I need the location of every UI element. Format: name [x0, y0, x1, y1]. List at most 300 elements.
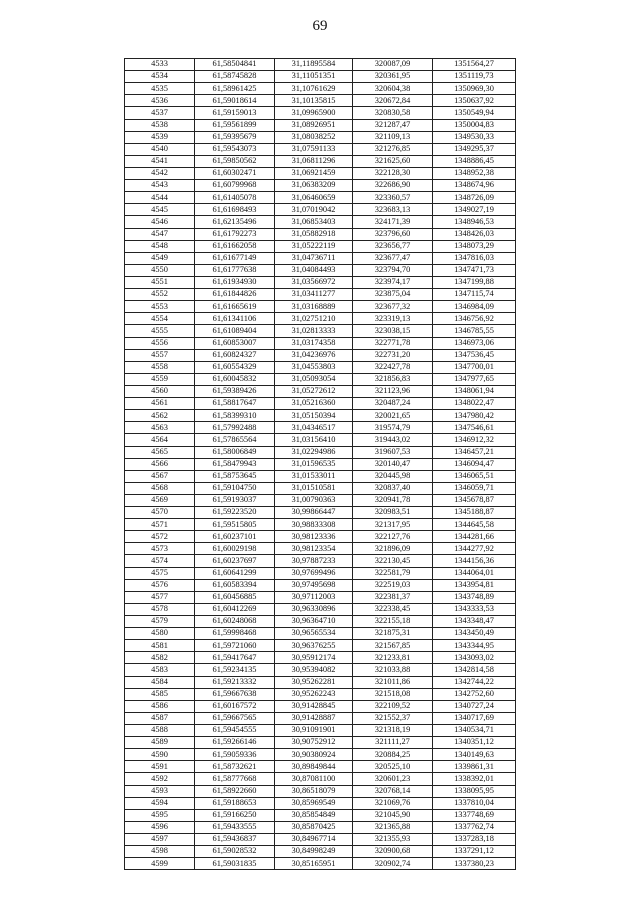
latitude-cell: 61,59266146	[195, 737, 275, 749]
table-row	[125, 470, 516, 482]
point-number-cell: 4594	[125, 797, 195, 809]
table-row	[125, 821, 516, 833]
latitude-cell: 61,59515805	[195, 519, 275, 531]
longitude-cell: 30,97887233	[275, 555, 353, 567]
point-number-cell: 4585	[125, 688, 195, 700]
x-coordinate-cell: 320087,09	[353, 59, 433, 71]
y-coordinate-cell: 1339861,31	[433, 761, 516, 773]
table-row	[125, 264, 516, 276]
x-coordinate-cell: 321045,90	[353, 809, 433, 821]
x-coordinate-cell: 320768,14	[353, 785, 433, 797]
y-coordinate-cell: 1344156,36	[433, 555, 516, 567]
longitude-cell: 31,04346517	[275, 422, 353, 434]
x-coordinate-cell: 320884,25	[353, 749, 433, 761]
x-coordinate-cell: 321355,93	[353, 834, 433, 846]
x-coordinate-cell: 320902,74	[353, 858, 433, 870]
y-coordinate-cell: 1343748,89	[433, 591, 516, 603]
longitude-cell: 30,95262243	[275, 688, 353, 700]
point-number-cell: 4581	[125, 640, 195, 652]
table-row	[125, 507, 516, 519]
latitude-cell: 61,60248068	[195, 616, 275, 628]
x-coordinate-cell: 321856,83	[353, 373, 433, 385]
y-coordinate-cell: 1346973,06	[433, 337, 516, 349]
table-row	[125, 228, 516, 240]
table-row	[125, 143, 516, 155]
x-coordinate-cell: 320140,47	[353, 458, 433, 470]
y-coordinate-cell: 1348061,94	[433, 385, 516, 397]
x-coordinate-cell: 322338,45	[353, 603, 433, 615]
latitude-cell: 61,57992488	[195, 422, 275, 434]
longitude-cell: 30,91091901	[275, 725, 353, 737]
x-coordinate-cell: 323683,13	[353, 204, 433, 216]
x-coordinate-cell: 321111,27	[353, 737, 433, 749]
y-coordinate-cell: 1348952,38	[433, 167, 516, 179]
x-coordinate-cell: 321875,31	[353, 628, 433, 640]
table-row	[125, 361, 516, 373]
point-number-cell: 4539	[125, 131, 195, 143]
point-number-cell: 4599	[125, 858, 195, 870]
longitude-cell: 30,85165951	[275, 858, 353, 870]
longitude-cell: 31,05272612	[275, 385, 353, 397]
point-number-cell: 4580	[125, 628, 195, 640]
y-coordinate-cell: 1350969,30	[433, 83, 516, 95]
x-coordinate-cell: 321317,95	[353, 519, 433, 531]
latitude-cell: 61,61934930	[195, 276, 275, 288]
y-coordinate-cell: 1342814,58	[433, 664, 516, 676]
point-number-cell: 4575	[125, 567, 195, 579]
table-row	[125, 119, 516, 131]
y-coordinate-cell: 1347700,01	[433, 361, 516, 373]
table-row	[125, 579, 516, 591]
y-coordinate-cell: 1343333,53	[433, 603, 516, 615]
longitude-cell: 30,98833308	[275, 519, 353, 531]
x-coordinate-cell: 321069,76	[353, 797, 433, 809]
longitude-cell: 30,95394082	[275, 664, 353, 676]
x-coordinate-cell: 323875,04	[353, 289, 433, 301]
latitude-cell: 61,59395679	[195, 131, 275, 143]
page-number: 69	[312, 18, 328, 34]
latitude-cell: 61,61792273	[195, 228, 275, 240]
longitude-cell: 31,05093054	[275, 373, 353, 385]
point-number-cell: 4547	[125, 228, 195, 240]
table-row	[125, 155, 516, 167]
longitude-cell: 31,03168889	[275, 301, 353, 313]
longitude-cell: 31,08926951	[275, 119, 353, 131]
x-coordinate-cell: 320021,65	[353, 410, 433, 422]
table-row	[125, 276, 516, 288]
table-row	[125, 676, 516, 688]
point-number-cell: 4561	[125, 398, 195, 410]
longitude-cell: 31,04553803	[275, 361, 353, 373]
table-row	[125, 700, 516, 712]
x-coordinate-cell: 323360,57	[353, 192, 433, 204]
latitude-cell: 61,60237697	[195, 555, 275, 567]
point-number-cell: 4582	[125, 652, 195, 664]
y-coordinate-cell: 1345188,87	[433, 507, 516, 519]
x-coordinate-cell: 321033,88	[353, 664, 433, 676]
y-coordinate-cell: 1340534,71	[433, 725, 516, 737]
latitude-cell: 61,59436837	[195, 834, 275, 846]
table-row	[125, 543, 516, 555]
latitude-cell: 61,59561899	[195, 119, 275, 131]
longitude-cell: 31,00790363	[275, 494, 353, 506]
y-coordinate-cell: 1340351,12	[433, 737, 516, 749]
x-coordinate-cell: 322128,30	[353, 167, 433, 179]
latitude-cell: 61,59850562	[195, 155, 275, 167]
table-row	[125, 567, 516, 579]
y-coordinate-cell: 1340727,24	[433, 700, 516, 712]
table-row	[125, 252, 516, 264]
longitude-cell: 31,01596535	[275, 458, 353, 470]
table-row	[125, 616, 516, 628]
longitude-cell: 31,06383209	[275, 180, 353, 192]
point-number-cell: 4586	[125, 700, 195, 712]
y-coordinate-cell: 1343450,49	[433, 628, 516, 640]
longitude-cell: 31,04084493	[275, 264, 353, 276]
table-row	[125, 603, 516, 615]
point-number-cell: 4537	[125, 107, 195, 119]
table-row	[125, 325, 516, 337]
latitude-cell: 61,60799968	[195, 180, 275, 192]
latitude-cell: 61,60583394	[195, 579, 275, 591]
point-number-cell: 4574	[125, 555, 195, 567]
latitude-cell: 61,59433555	[195, 821, 275, 833]
latitude-cell: 61,58399310	[195, 410, 275, 422]
longitude-cell: 31,04736711	[275, 252, 353, 264]
x-coordinate-cell: 323796,60	[353, 228, 433, 240]
table-row	[125, 834, 516, 846]
table-row	[125, 192, 516, 204]
table-row	[125, 688, 516, 700]
point-number-cell: 4593	[125, 785, 195, 797]
longitude-cell: 30,90752912	[275, 737, 353, 749]
longitude-cell: 31,05882918	[275, 228, 353, 240]
longitude-cell: 30,84998249	[275, 846, 353, 858]
table-row	[125, 180, 516, 192]
y-coordinate-cell: 1349530,33	[433, 131, 516, 143]
latitude-cell: 61,59389426	[195, 385, 275, 397]
y-coordinate-cell: 1346457,21	[433, 446, 516, 458]
point-number-cell: 4542	[125, 167, 195, 179]
point-number-cell: 4589	[125, 737, 195, 749]
latitude-cell: 61,60302471	[195, 167, 275, 179]
point-number-cell: 4534	[125, 71, 195, 83]
table-row	[125, 458, 516, 470]
x-coordinate-cell: 322581,79	[353, 567, 433, 579]
x-coordinate-cell: 320900,68	[353, 846, 433, 858]
longitude-cell: 30,85969549	[275, 797, 353, 809]
y-coordinate-cell: 1337810,04	[433, 797, 516, 809]
y-coordinate-cell: 1350004,83	[433, 119, 516, 131]
x-coordinate-cell: 321123,96	[353, 385, 433, 397]
x-coordinate-cell: 320983,51	[353, 507, 433, 519]
latitude-cell: 61,59721060	[195, 640, 275, 652]
latitude-cell: 61,58777668	[195, 773, 275, 785]
longitude-cell: 31,01510581	[275, 482, 353, 494]
x-coordinate-cell: 323319,13	[353, 313, 433, 325]
point-number-cell: 4563	[125, 422, 195, 434]
longitude-cell: 31,07019042	[275, 204, 353, 216]
table-row	[125, 785, 516, 797]
table-row	[125, 204, 516, 216]
point-number-cell: 4562	[125, 410, 195, 422]
longitude-cell: 30,99866447	[275, 507, 353, 519]
y-coordinate-cell: 1344064,01	[433, 567, 516, 579]
y-coordinate-cell: 1348946,53	[433, 216, 516, 228]
longitude-cell: 30,96565534	[275, 628, 353, 640]
latitude-cell: 61,60045832	[195, 373, 275, 385]
x-coordinate-cell: 324171,39	[353, 216, 433, 228]
y-coordinate-cell: 1337291,12	[433, 846, 516, 858]
table-row	[125, 446, 516, 458]
latitude-cell: 61,59166250	[195, 809, 275, 821]
x-coordinate-cell: 320361,95	[353, 71, 433, 83]
point-number-cell: 4566	[125, 458, 195, 470]
point-number-cell: 4536	[125, 95, 195, 107]
x-coordinate-cell: 323794,70	[353, 264, 433, 276]
y-coordinate-cell: 1340717,69	[433, 712, 516, 724]
y-coordinate-cell: 1349295,37	[433, 143, 516, 155]
latitude-cell: 61,61777638	[195, 264, 275, 276]
x-coordinate-cell: 323656,77	[353, 240, 433, 252]
latitude-cell: 61,59234135	[195, 664, 275, 676]
latitude-cell: 61,59667638	[195, 688, 275, 700]
longitude-cell: 30,97699496	[275, 567, 353, 579]
table-row	[125, 846, 516, 858]
longitude-cell: 30,86518079	[275, 785, 353, 797]
x-coordinate-cell: 320487,24	[353, 398, 433, 410]
point-number-cell: 4578	[125, 603, 195, 615]
point-number-cell: 4538	[125, 119, 195, 131]
point-number-cell: 4595	[125, 809, 195, 821]
longitude-cell: 31,05222119	[275, 240, 353, 252]
x-coordinate-cell: 319607,53	[353, 446, 433, 458]
point-number-cell: 4569	[125, 494, 195, 506]
x-coordinate-cell: 322731,20	[353, 349, 433, 361]
y-coordinate-cell: 1343954,81	[433, 579, 516, 591]
y-coordinate-cell: 1345678,87	[433, 494, 516, 506]
x-coordinate-cell: 321276,85	[353, 143, 433, 155]
x-coordinate-cell: 323974,17	[353, 276, 433, 288]
y-coordinate-cell: 1337380,23	[433, 858, 516, 870]
x-coordinate-cell: 320525,10	[353, 761, 433, 773]
point-number-cell: 4588	[125, 725, 195, 737]
table-row	[125, 761, 516, 773]
latitude-cell: 61,59543073	[195, 143, 275, 155]
latitude-cell: 61,59028532	[195, 846, 275, 858]
x-coordinate-cell: 322127,76	[353, 531, 433, 543]
longitude-cell: 30,84967714	[275, 834, 353, 846]
y-coordinate-cell: 1348022,47	[433, 398, 516, 410]
point-number-cell: 4564	[125, 434, 195, 446]
x-coordinate-cell: 322155,18	[353, 616, 433, 628]
table-row	[125, 59, 516, 71]
latitude-cell: 61,59454555	[195, 725, 275, 737]
point-number-cell: 4559	[125, 373, 195, 385]
point-number-cell: 4553	[125, 301, 195, 313]
y-coordinate-cell: 1347977,65	[433, 373, 516, 385]
table-row	[125, 422, 516, 434]
y-coordinate-cell: 1347115,74	[433, 289, 516, 301]
table-row	[125, 749, 516, 761]
y-coordinate-cell: 1343093,02	[433, 652, 516, 664]
longitude-cell: 30,96376255	[275, 640, 353, 652]
y-coordinate-cell: 1346756,92	[433, 313, 516, 325]
y-coordinate-cell: 1346785,55	[433, 325, 516, 337]
latitude-cell: 61,61662058	[195, 240, 275, 252]
point-number-cell: 4592	[125, 773, 195, 785]
table-row	[125, 809, 516, 821]
longitude-cell: 31,06853403	[275, 216, 353, 228]
latitude-cell: 61,58479943	[195, 458, 275, 470]
table-row	[125, 434, 516, 446]
x-coordinate-cell: 321552,37	[353, 712, 433, 724]
latitude-cell: 61,59417647	[195, 652, 275, 664]
table-row	[125, 591, 516, 603]
point-number-cell: 4557	[125, 349, 195, 361]
latitude-cell: 61,60029198	[195, 543, 275, 555]
y-coordinate-cell: 1337748,69	[433, 809, 516, 821]
y-coordinate-cell: 1348426,03	[433, 228, 516, 240]
y-coordinate-cell: 1346065,51	[433, 470, 516, 482]
latitude-cell: 61,58732621	[195, 761, 275, 773]
y-coordinate-cell: 1338095,95	[433, 785, 516, 797]
point-number-cell: 4598	[125, 846, 195, 858]
y-coordinate-cell: 1348886,45	[433, 155, 516, 167]
latitude-cell: 61,57865564	[195, 434, 275, 446]
point-number-cell: 4549	[125, 252, 195, 264]
y-coordinate-cell: 1342744,22	[433, 676, 516, 688]
y-coordinate-cell: 1337283,18	[433, 834, 516, 846]
latitude-cell: 61,59188653	[195, 797, 275, 809]
longitude-cell: 30,96364710	[275, 616, 353, 628]
point-number-cell: 4556	[125, 337, 195, 349]
point-number-cell: 4535	[125, 83, 195, 95]
table-row	[125, 337, 516, 349]
x-coordinate-cell: 320604,38	[353, 83, 433, 95]
longitude-cell: 31,01533011	[275, 470, 353, 482]
point-number-cell: 4596	[125, 821, 195, 833]
x-coordinate-cell: 319574,79	[353, 422, 433, 434]
longitude-cell: 30,95912174	[275, 652, 353, 664]
latitude-cell: 61,60554329	[195, 361, 275, 373]
x-coordinate-cell: 321896,09	[353, 543, 433, 555]
x-coordinate-cell: 320941,78	[353, 494, 433, 506]
x-coordinate-cell: 321365,88	[353, 821, 433, 833]
x-coordinate-cell: 322130,45	[353, 555, 433, 567]
latitude-cell: 61,60167572	[195, 700, 275, 712]
x-coordinate-cell: 322427,78	[353, 361, 433, 373]
y-coordinate-cell: 1346912,32	[433, 434, 516, 446]
x-coordinate-cell: 322686,90	[353, 180, 433, 192]
latitude-cell: 61,59059336	[195, 749, 275, 761]
y-coordinate-cell: 1348674,96	[433, 180, 516, 192]
point-number-cell: 4579	[125, 616, 195, 628]
latitude-cell: 61,58504841	[195, 59, 275, 71]
y-coordinate-cell: 1343344,95	[433, 640, 516, 652]
longitude-cell: 31,11895584	[275, 59, 353, 71]
point-number-cell: 4554	[125, 313, 195, 325]
latitude-cell: 61,59031835	[195, 858, 275, 870]
latitude-cell: 61,58745828	[195, 71, 275, 83]
table-row	[125, 83, 516, 95]
latitude-cell: 61,59998468	[195, 628, 275, 640]
table-row	[125, 240, 516, 252]
latitude-cell: 61,59213332	[195, 676, 275, 688]
longitude-cell: 31,10761629	[275, 83, 353, 95]
point-number-cell: 4540	[125, 143, 195, 155]
x-coordinate-cell: 321518,08	[353, 688, 433, 700]
x-coordinate-cell: 323038,15	[353, 325, 433, 337]
x-coordinate-cell: 323677,32	[353, 301, 433, 313]
table-row	[125, 664, 516, 676]
point-number-cell: 4572	[125, 531, 195, 543]
x-coordinate-cell: 321318,19	[353, 725, 433, 737]
point-number-cell: 4552	[125, 289, 195, 301]
point-number-cell: 4560	[125, 385, 195, 397]
point-number-cell: 4548	[125, 240, 195, 252]
point-number-cell: 4541	[125, 155, 195, 167]
x-coordinate-cell: 320601,23	[353, 773, 433, 785]
longitude-cell: 31,03411277	[275, 289, 353, 301]
latitude-cell: 61,61677149	[195, 252, 275, 264]
latitude-cell: 61,60412269	[195, 603, 275, 615]
longitude-cell: 31,07591133	[275, 143, 353, 155]
latitude-cell: 61,61405078	[195, 192, 275, 204]
longitude-cell: 30,91428887	[275, 712, 353, 724]
table-row	[125, 349, 516, 361]
x-coordinate-cell: 320672,84	[353, 95, 433, 107]
latitude-cell: 61,59159013	[195, 107, 275, 119]
y-coordinate-cell: 1347471,73	[433, 264, 516, 276]
longitude-cell: 31,04236976	[275, 349, 353, 361]
longitude-cell: 30,96330896	[275, 603, 353, 615]
latitude-cell: 61,61089404	[195, 325, 275, 337]
table-row	[125, 131, 516, 143]
table-row	[125, 858, 516, 870]
table-row	[125, 95, 516, 107]
table-row	[125, 398, 516, 410]
x-coordinate-cell: 320837,40	[353, 482, 433, 494]
table-row	[125, 725, 516, 737]
point-number-cell: 4551	[125, 276, 195, 288]
table-row	[125, 373, 516, 385]
latitude-cell: 61,61341106	[195, 313, 275, 325]
longitude-cell: 31,05216360	[275, 398, 353, 410]
table-row	[125, 289, 516, 301]
table-row	[125, 712, 516, 724]
table-row	[125, 628, 516, 640]
y-coordinate-cell: 1348073,29	[433, 240, 516, 252]
longitude-cell: 31,11051351	[275, 71, 353, 83]
longitude-cell: 30,85854849	[275, 809, 353, 821]
latitude-cell: 61,58922660	[195, 785, 275, 797]
table-row	[125, 773, 516, 785]
latitude-cell: 61,59667565	[195, 712, 275, 724]
latitude-cell: 61,59223520	[195, 507, 275, 519]
point-number-cell: 4565	[125, 446, 195, 458]
y-coordinate-cell: 1343348,47	[433, 616, 516, 628]
table-row	[125, 482, 516, 494]
y-coordinate-cell: 1337762,74	[433, 821, 516, 833]
point-number-cell: 4567	[125, 470, 195, 482]
longitude-cell: 30,95262281	[275, 676, 353, 688]
longitude-cell: 31,03156410	[275, 434, 353, 446]
point-number-cell: 4576	[125, 579, 195, 591]
point-number-cell: 4590	[125, 749, 195, 761]
longitude-cell: 30,90380924	[275, 749, 353, 761]
longitude-cell: 30,85870425	[275, 821, 353, 833]
